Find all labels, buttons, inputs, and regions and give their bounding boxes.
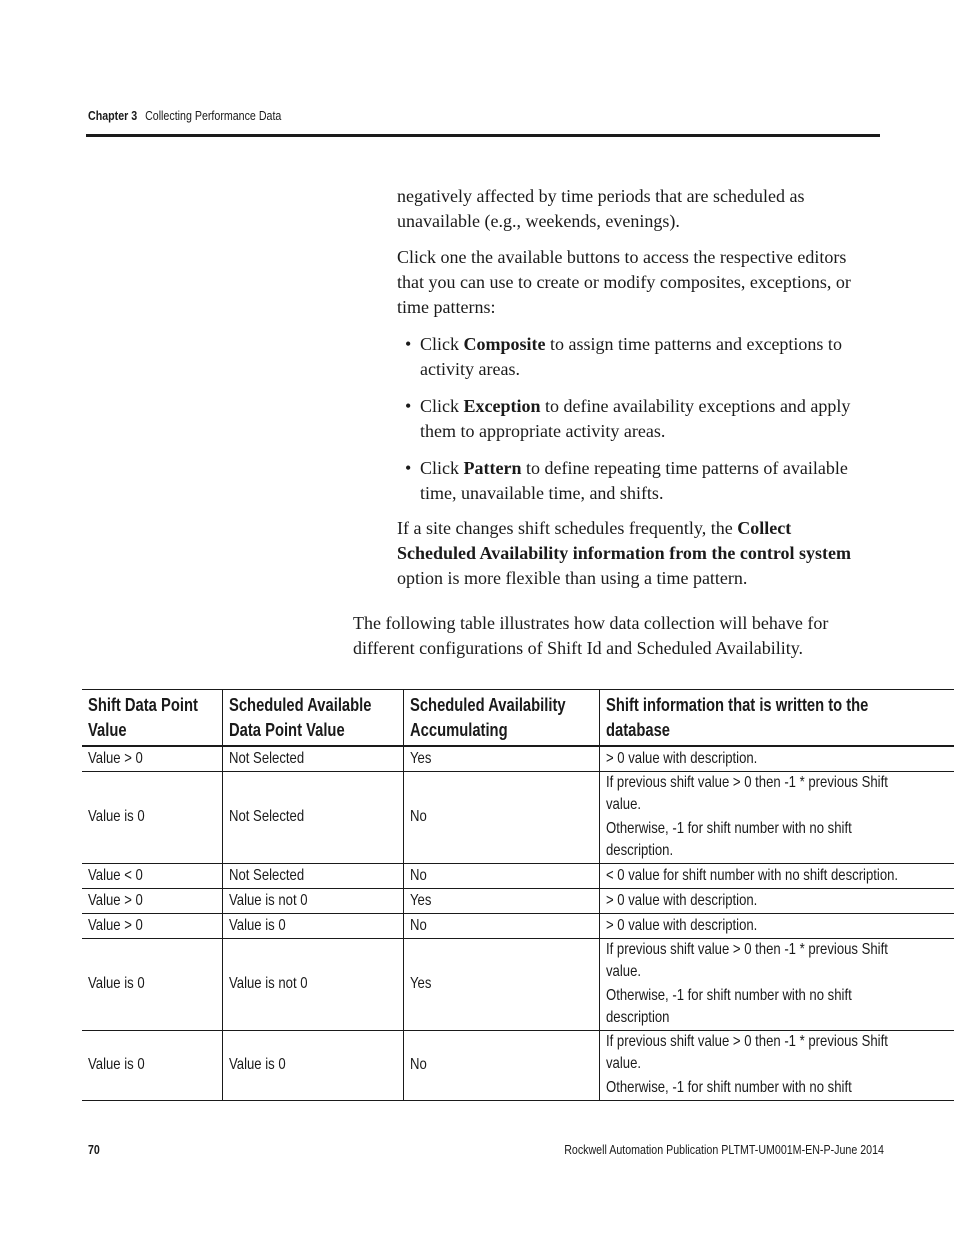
table-row <box>82 863 954 888</box>
shift-behavior-table <box>82 689 954 1101</box>
table-row <box>82 746 954 771</box>
table-row <box>82 938 954 1030</box>
table-header-row <box>82 690 954 747</box>
cell-scheduled-available: Value is 0 <box>223 1030 404 1100</box>
cell-shift-value: Value > 0 <box>82 888 223 913</box>
paragraph-unavailable: negatively affected by time periods that are scheduled as unavailable (e.g., weekends, evenings). <box>397 186 805 231</box>
header-shift-information: Shift information that is written to the database <box>600 690 954 747</box>
bullet-dot: • <box>405 458 412 478</box>
header-shift-data-point: Shift Data Point Value <box>82 690 223 747</box>
cell-shift-value: Value is 0 <box>82 1030 223 1100</box>
cell-accumulating: Yes <box>403 888 600 913</box>
cell-shift-information: > 0 value with description. <box>600 913 954 938</box>
cell-scheduled-available: Value is not 0 <box>223 938 404 1030</box>
cell-scheduled-available: Not Selected <box>223 746 404 771</box>
header-rule <box>86 134 880 137</box>
chapter-label: Chapter 3 <box>88 108 138 123</box>
cell-accumulating: No <box>403 863 600 888</box>
cell-shift-information: > 0 value with description. <box>600 746 954 771</box>
running-header <box>88 108 281 123</box>
cell-scheduled-available: Value is 0 <box>223 913 404 938</box>
cell-shift-information: > 0 value with description. <box>600 888 954 913</box>
header-accumulating: Scheduled Availability Accumulating <box>403 690 600 747</box>
cell-accumulating: No <box>403 913 600 938</box>
header-scheduled-available: Scheduled Available Data Point Value <box>223 690 404 747</box>
bullet-dot: • <box>405 334 412 354</box>
cell-shift-value: Value > 0 <box>82 913 223 938</box>
table-row <box>82 913 954 938</box>
cell-shift-information: If previous shift value > 0 then -1 * previous Shift value. Otherwise, -1 for shift number with no shift description <box>600 938 954 1030</box>
paragraph-editors: Click one the available buttons to access the respective editors that you can use to create or modify composites, exceptions, or time patterns: <box>397 247 851 317</box>
bullet-text: Click Exception to define availability exceptions and apply them to appropriate activity areas. <box>420 396 851 441</box>
cell-scheduled-available: Value is not 0 <box>223 888 404 913</box>
cell-shift-information: If previous shift value > 0 then -1 * previous Shift value. Otherwise, -1 for shift number with no shift <box>600 1030 954 1100</box>
cell-shift-value: Value < 0 <box>82 863 223 888</box>
cell-scheduled-available: Not Selected <box>223 863 404 888</box>
cell-shift-information: If previous shift value > 0 then -1 * previous Shift value. Otherwise, -1 for shift number with no shift description. <box>600 771 954 863</box>
bullet-text: Click Pattern to define repeating time patterns of available time, unavailable time, and shifts. <box>420 458 848 503</box>
cell-shift-value: Value is 0 <box>82 938 223 1030</box>
table-row <box>82 888 954 913</box>
paragraph-table-intro: The following table illustrates how data collection will behave for different configurations of Shift Id and Scheduled Availability. <box>353 613 829 658</box>
bullet-dot: • <box>405 396 412 416</box>
cell-shift-information: < 0 value for shift number with no shift description. <box>600 863 954 888</box>
table-row <box>82 771 954 863</box>
cell-accumulating: No <box>403 771 600 863</box>
cell-accumulating: No <box>403 1030 600 1100</box>
cell-scheduled-available: Not Selected <box>223 771 404 863</box>
bullet-text: Click Composite to assign time patterns and exceptions to activity areas. <box>420 334 842 379</box>
cell-accumulating: Yes <box>403 938 600 1030</box>
page-number: 70 <box>88 1142 100 1157</box>
cell-accumulating: Yes <box>403 746 600 771</box>
cell-shift-value: Value is 0 <box>82 771 223 863</box>
chapter-title: Collecting Performance Data <box>145 108 282 123</box>
cell-shift-value: Value > 0 <box>82 746 223 771</box>
paragraph-shift-schedules: If a site changes shift schedules frequently, the Collect Scheduled Availability information from the control system option is more flexible than using a time pattern. <box>397 518 851 588</box>
publication-id: Rockwell Automation Publication PLTMT-UM001M-EN-P-June 2014 <box>564 1142 884 1157</box>
table-row <box>82 1030 954 1100</box>
